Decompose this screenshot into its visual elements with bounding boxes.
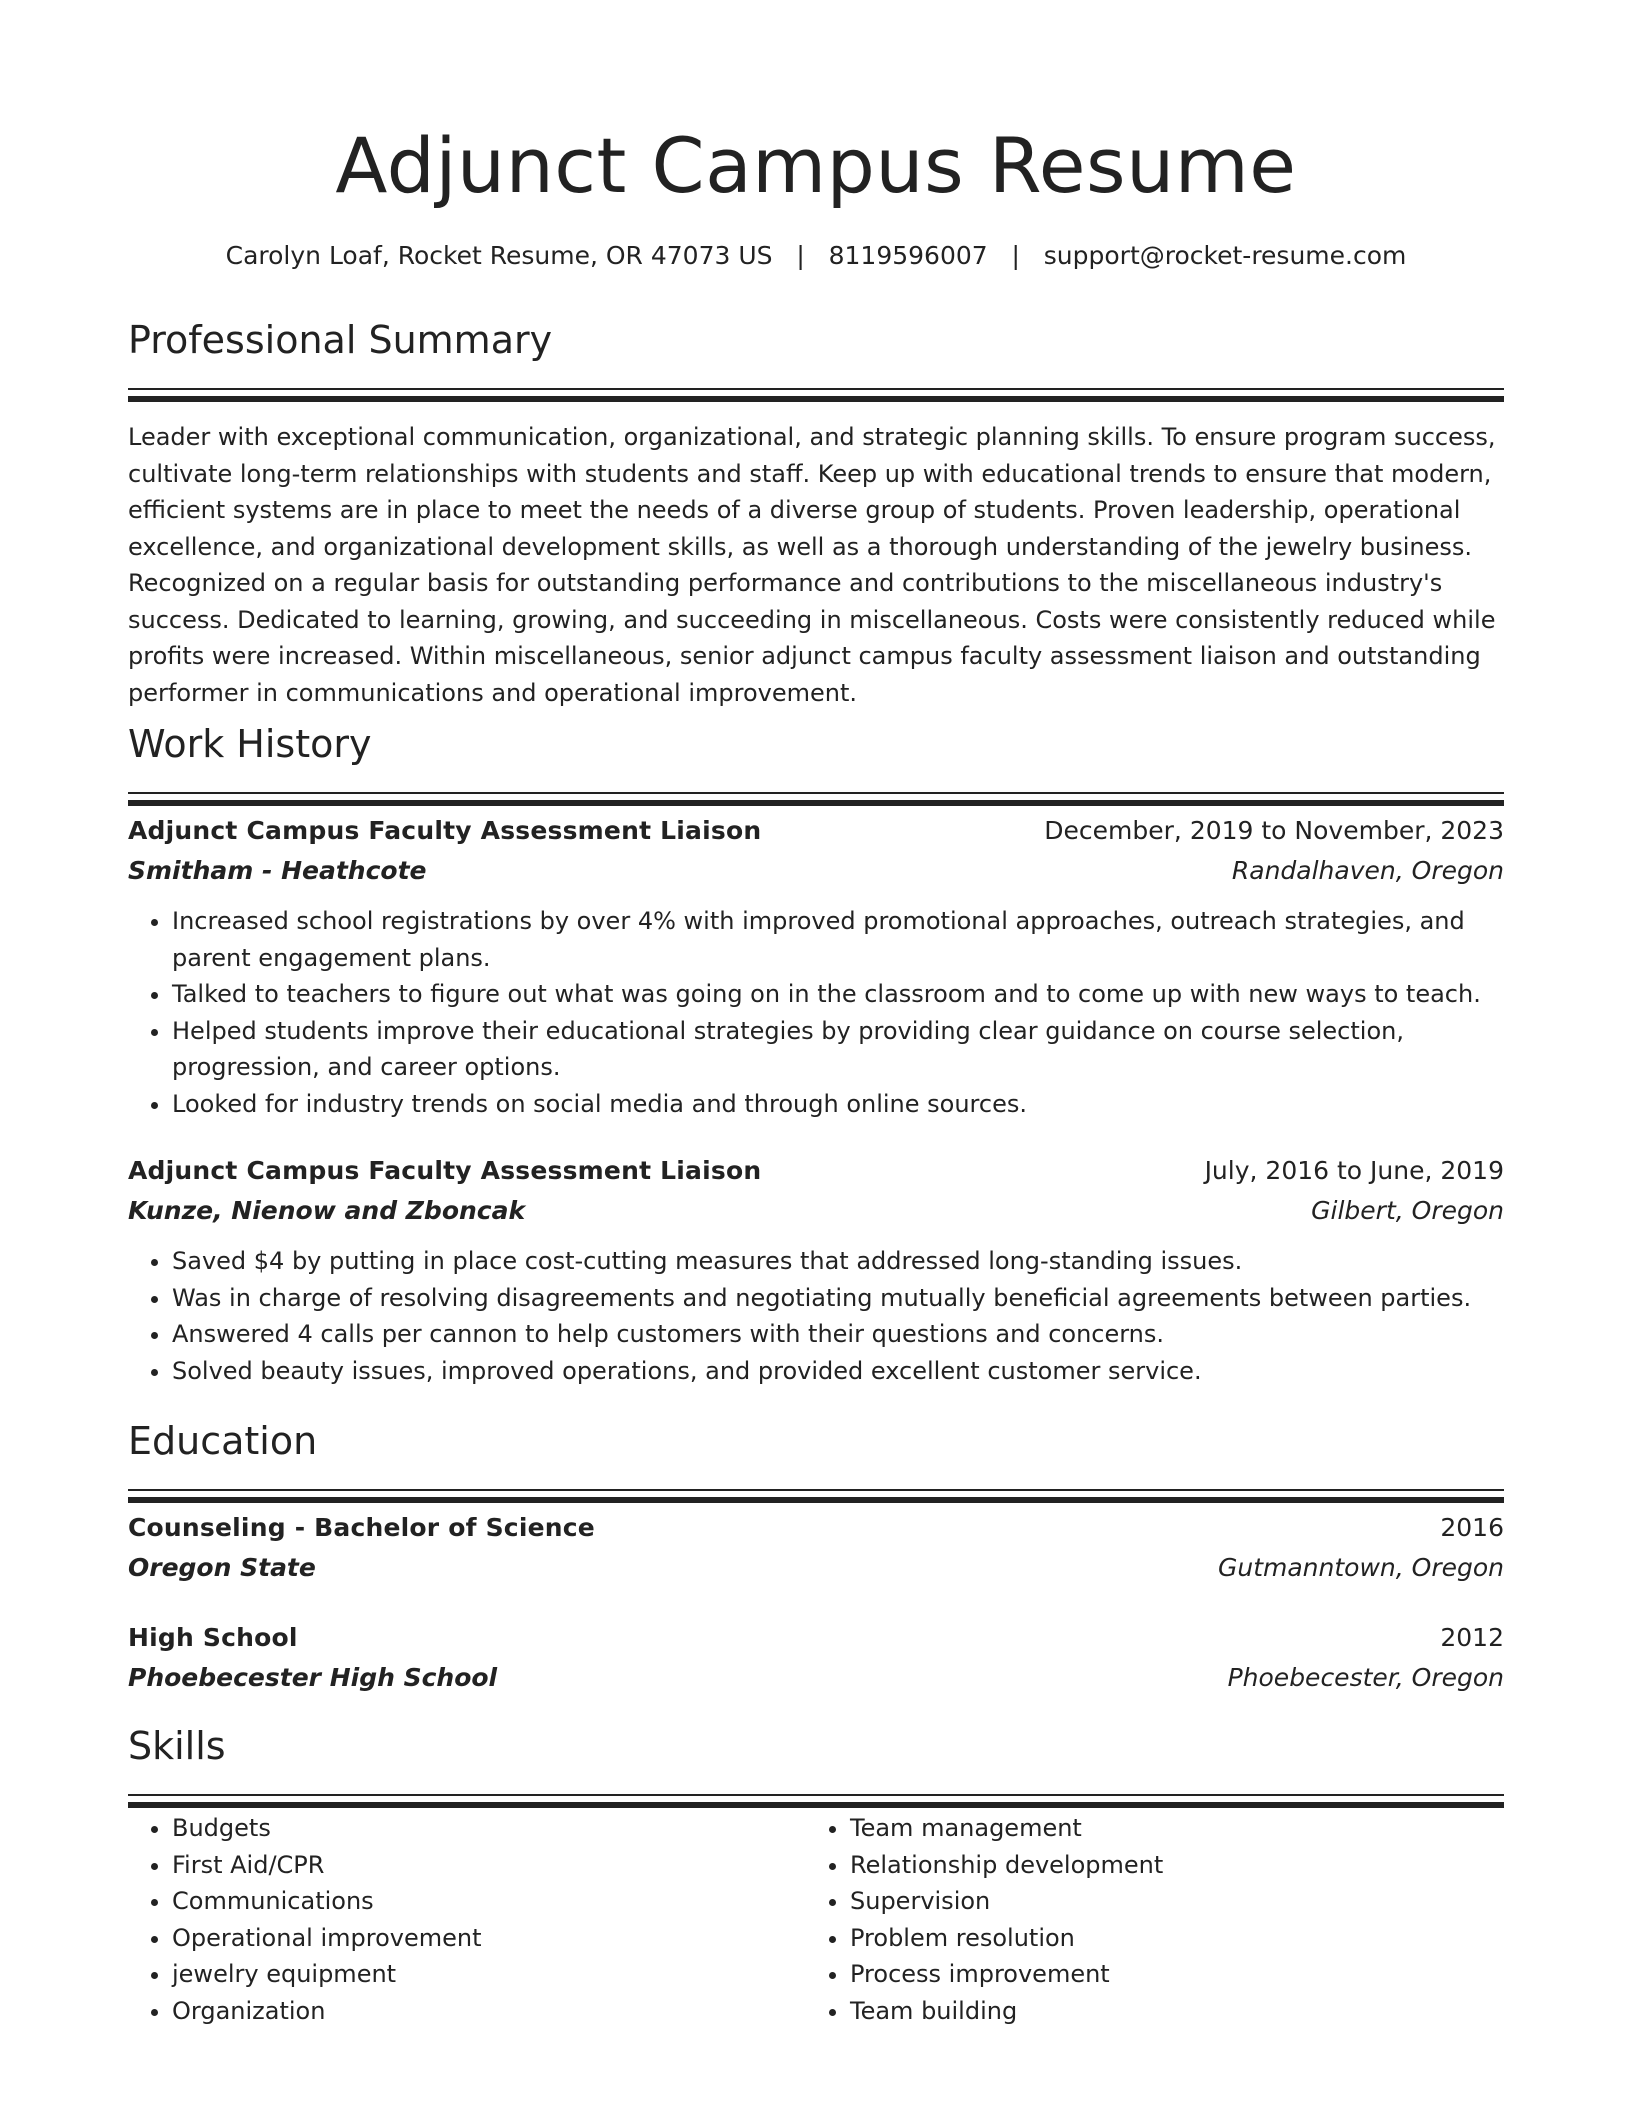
skill-item: • Process improvement — [850, 1956, 1484, 1993]
skill-item: • Relationship development — [850, 1847, 1484, 1884]
job-entry — [128, 811, 1504, 1122]
skill-item: • Problem resolution — [850, 1920, 1484, 1957]
section-rule-thick — [128, 396, 1504, 402]
skill-item: • Team management — [850, 1810, 1484, 1847]
job-bullets — [128, 1243, 1504, 1389]
section-rule — [128, 388, 1504, 390]
education-entry — [128, 1508, 1504, 1588]
section-rule — [128, 1794, 1504, 1796]
skills-list — [128, 1810, 1504, 2029]
section-rule — [128, 792, 1504, 794]
job-location: Randalhaven, Oregon — [1231, 856, 1504, 885]
education-school: Oregon State — [128, 1553, 316, 1582]
section-rule-thick — [128, 1497, 1504, 1503]
education-location: Gutmanntown, Oregon — [1217, 1553, 1504, 1582]
summary-section — [128, 314, 1504, 711]
education-entry — [128, 1618, 1504, 1698]
skill-item: • Communications — [172, 1883, 806, 1920]
job-employer: Smitham - Heathcote — [128, 856, 427, 885]
job-employer: Kunze, Nienow and Zboncak — [128, 1196, 526, 1225]
skills-column-right — [806, 1810, 1484, 2029]
job-entry — [128, 1151, 1504, 1389]
job-title: Adjunct Campus Faculty Assessment Liaison — [128, 1156, 762, 1185]
skill-item: • Organization — [172, 1993, 806, 2030]
education-degree: Counseling - Bachelor of Science — [128, 1513, 595, 1542]
skill-item: • jewelry equipment — [172, 1956, 806, 1993]
job-bullet: • Was in charge of resolving disagreements and negotiating mutually beneficial agreements between parties. — [172, 1280, 1504, 1317]
education-year: 2012 — [1440, 1623, 1504, 1652]
education-section — [128, 1415, 1504, 1503]
resume-title: Adjunct Campus Resume — [335, 121, 1297, 210]
job-bullet: • Saved $4 by putting in place cost-cutting measures that addressed long-standing issues. — [172, 1243, 1504, 1280]
job-bullet: • Solved beauty issues, improved operations, and provided excellent customer service. — [172, 1353, 1504, 1390]
job-bullet: • Answered 4 calls per cannon to help customers with their questions and concerns. — [172, 1316, 1504, 1353]
section-title-summary: Professional Summary — [128, 318, 553, 362]
education-degree: High School — [128, 1623, 298, 1652]
section-title-work: Work History — [128, 722, 372, 766]
section-rule-thick — [128, 1802, 1504, 1808]
skill-item: • Team building — [850, 1993, 1484, 2030]
job-bullet: • Helped students improve their educational strategies by providing clear guidance on course selection, progression, and career options. — [172, 1013, 1504, 1086]
section-rule — [128, 1489, 1504, 1491]
job-dates: December, 2019 to November, 2023 — [1044, 816, 1504, 845]
section-title-skills: Skills — [128, 1724, 226, 1768]
education-school: Phoebecester High School — [128, 1663, 498, 1692]
job-title: Adjunct Campus Faculty Assessment Liaison — [128, 816, 762, 845]
job-bullet: • Talked to teachers to figure out what was going on in the classroom and to come up with new ways to teach. — [172, 976, 1504, 1013]
skill-item: • Supervision — [850, 1883, 1484, 1920]
skills-section — [128, 1720, 1504, 1808]
education-location: Phoebecester, Oregon — [1227, 1663, 1504, 1692]
job-location: Gilbert, Oregon — [1311, 1196, 1504, 1225]
skills-column-left — [128, 1810, 806, 2029]
job-bullets — [128, 903, 1504, 1122]
job-dates: July, 2016 to June, 2019 — [1204, 1156, 1504, 1185]
section-rule-thick — [128, 800, 1504, 806]
skill-item: • First Aid/CPR — [172, 1847, 806, 1884]
job-bullet: • Looked for industry trends on social media and through online sources. — [172, 1086, 1504, 1123]
skill-item: • Operational improvement — [172, 1920, 806, 1957]
skill-item: • Budgets — [172, 1810, 806, 1847]
work-section — [128, 718, 1504, 806]
education-year: 2016 — [1440, 1513, 1504, 1542]
contact-line: Carolyn Loaf, Rocket Resume, OR 47073 US | 8119596007 | support@rocket-resume.com — [225, 241, 1407, 270]
section-title-education: Education — [128, 1419, 318, 1463]
summary-text: Leader with exceptional communication, organizational, and strategic planning skills. To ensure program success, cultivate long-term relationships with students and staff. Keep up with educational trends to ensure that modern, efficient systems are in place to meet the needs of a diverse group of students. Proven leadership, operational excellence, and organizational development skills, as well as a thorough understanding of the jewelry business. Recognized on a regular basis for outstanding performance and contributions to the miscellaneous industry's success. Dedicated to learning, growing, and succeeding in miscellaneous. Costs were consistently reduced while profits were increased. Within miscellaneous, senior adjunct campus faculty assessment liaison and outstanding performer in communications and operational improvement. — [128, 423, 1496, 707]
job-bullet: • Increased school registrations by over 4% with improved promotional approaches, outreach strategies, and parent engagement plans. — [172, 903, 1504, 976]
